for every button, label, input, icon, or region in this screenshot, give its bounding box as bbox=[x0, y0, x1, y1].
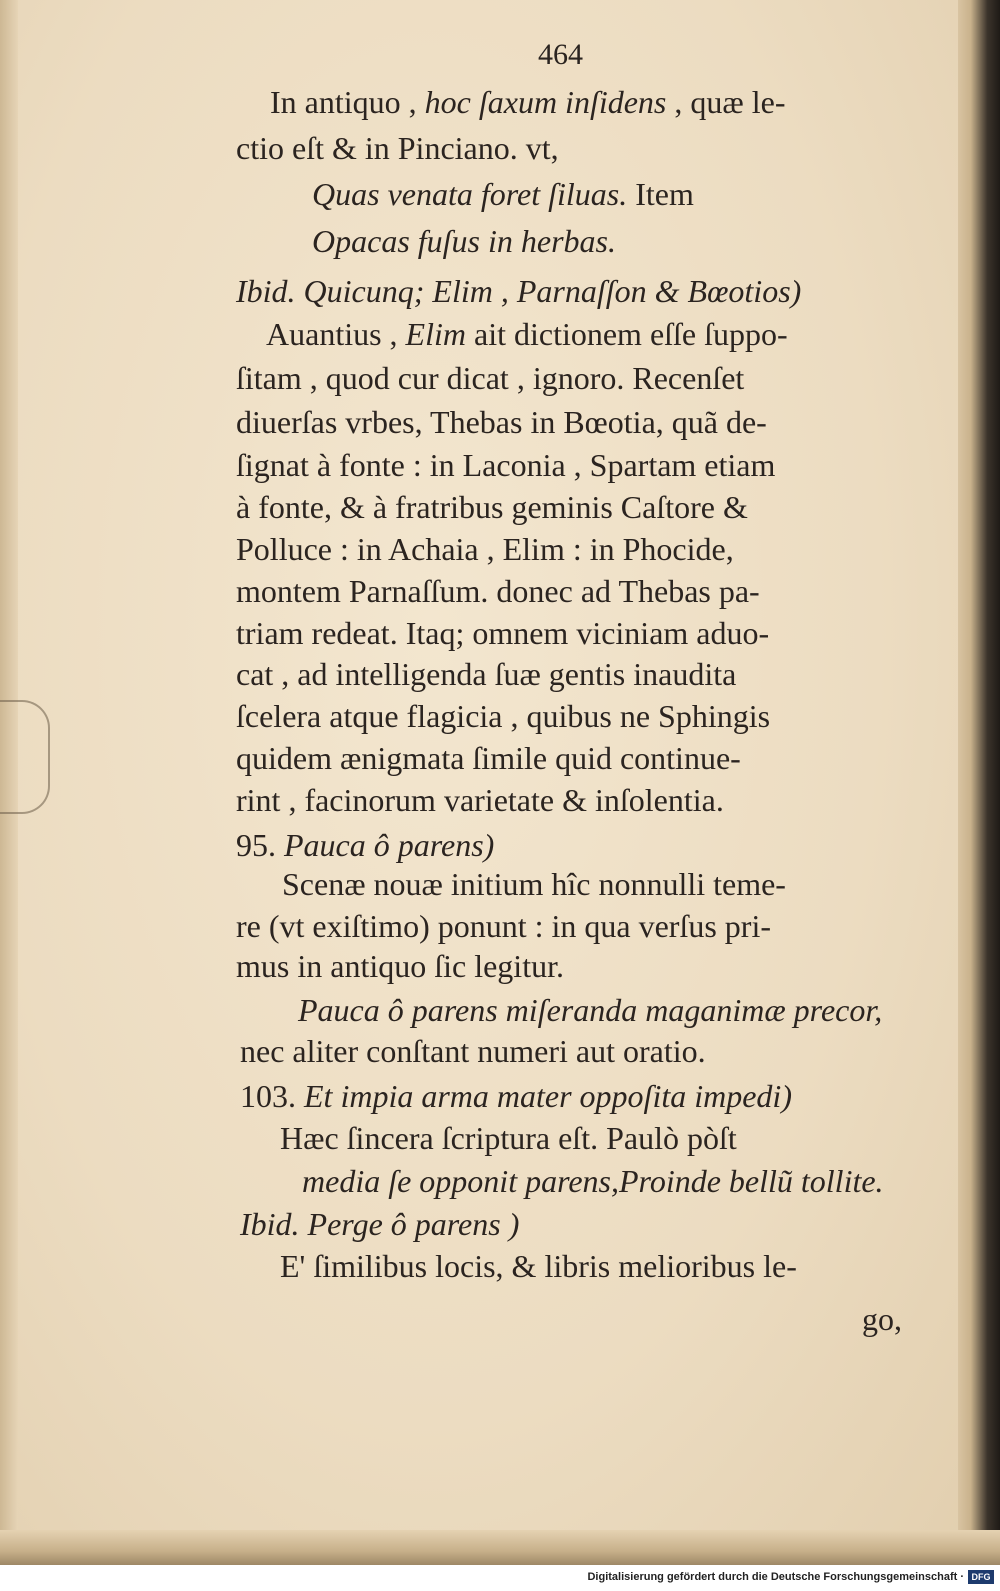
text-line bbox=[236, 742, 741, 774]
italic-segment: Ibid. Perge ô parens ) bbox=[240, 1206, 520, 1242]
roman-segment: montem Parnaſſum. donec ad Thebas pa- bbox=[236, 573, 760, 609]
text-line bbox=[236, 533, 734, 565]
italic-segment: Elim bbox=[405, 316, 466, 352]
page-number: 464 bbox=[538, 38, 583, 71]
roman-segment: ſitam , quod cur dicat , ignoro. Recenſet bbox=[236, 360, 745, 396]
text-line bbox=[240, 1035, 706, 1067]
roman-segment: ſignat à fonte : in Laconia , Spartam etiam bbox=[236, 447, 776, 483]
text-line bbox=[236, 491, 748, 523]
text-line bbox=[312, 178, 694, 210]
text-line bbox=[280, 1250, 797, 1282]
italic-segment: Et impia arma mater oppoſita impedi) bbox=[304, 1078, 792, 1114]
text-line bbox=[302, 1165, 884, 1197]
roman-segment: E' ſimilibus locis, & libris melioribus le- bbox=[280, 1248, 797, 1284]
text-line bbox=[236, 829, 494, 861]
roman-segment: ait dictionem eſſe ſuppo- bbox=[465, 316, 788, 352]
text-line bbox=[236, 658, 736, 690]
roman-segment: triam redeat. Itaq; omnem viciniam aduo- bbox=[236, 615, 770, 651]
footer-credit: Digitalisierung gefördert durch die Deutsche Forschungsgemeinschaft · bbox=[587, 1571, 964, 1583]
roman-segment: In antiquo , bbox=[270, 84, 425, 120]
roman-segment: à fonte, & à fratribus geminis Caſtore & bbox=[236, 489, 748, 525]
roman-segment: Scenæ nouæ initium hîc nonnulli teme- bbox=[282, 866, 786, 902]
roman-segment: ſcelera atque flagicia , quibus ne Sphingis bbox=[236, 698, 771, 734]
text-line bbox=[280, 1122, 737, 1154]
italic-segment: Ibid. Quicunq; Elim , Parnaſſon & Bœotios) bbox=[236, 273, 802, 309]
text-line bbox=[270, 86, 785, 118]
roman-segment: quidem ænigmata ſimile quid continue- bbox=[236, 740, 741, 776]
text-line bbox=[236, 575, 760, 607]
text-line bbox=[236, 784, 724, 816]
footer-bar bbox=[0, 1565, 1000, 1591]
text-line bbox=[236, 950, 564, 982]
text-line bbox=[236, 449, 775, 481]
roman-segment: ctio eſt & in Pinciano. vt, bbox=[236, 130, 559, 166]
text-line bbox=[240, 1208, 519, 1240]
text-line bbox=[298, 994, 882, 1026]
text-line bbox=[236, 275, 801, 307]
dfg-logo: DFG bbox=[968, 1570, 994, 1584]
roman-segment: Item bbox=[627, 176, 694, 212]
italic-segment: media ſe opponit parens,Proinde bellũ tollite. bbox=[302, 1163, 884, 1199]
roman-segment: Auantius , bbox=[266, 316, 406, 352]
page-fore-edge bbox=[958, 0, 1000, 1565]
italic-segment: hoc ſaxum inſidens bbox=[424, 84, 667, 120]
roman-segment: mus in antiquo ſic legitur. bbox=[236, 948, 564, 984]
roman-segment: re (vt exiſtimo) ponunt : in qua verſus pri- bbox=[236, 908, 771, 944]
roman-segment: Hæc ſincera ſcriptura eſt. Paulò pòſt bbox=[280, 1120, 737, 1156]
roman-segment: cat , ad intelligenda ſuæ gentis inaudita bbox=[236, 656, 737, 692]
text-line bbox=[862, 1303, 902, 1335]
roman-segment: go, bbox=[862, 1301, 902, 1337]
text-line bbox=[312, 225, 616, 257]
italic-segment: Opacas fuſus in herbas. bbox=[312, 223, 616, 259]
text-line bbox=[236, 362, 744, 394]
text-line bbox=[236, 132, 559, 164]
roman-segment: 103. bbox=[240, 1078, 304, 1114]
page-bottom-edge bbox=[0, 1530, 1000, 1565]
italic-segment: Pauca ô parens) bbox=[284, 827, 495, 863]
roman-segment: Polluce : in Achaia , Elim : in Phocide, bbox=[236, 531, 734, 567]
roman-segment: diuerſas vrbes, Thebas in Bœotia, quã de- bbox=[236, 404, 767, 440]
text-line bbox=[236, 406, 767, 438]
text-line bbox=[266, 318, 788, 350]
text-line bbox=[236, 700, 770, 732]
roman-segment: 95. bbox=[236, 827, 284, 863]
tab-mark-shape bbox=[0, 700, 50, 814]
text-line bbox=[282, 868, 786, 900]
roman-segment: , quæ le- bbox=[666, 84, 786, 120]
text-line bbox=[236, 617, 769, 649]
italic-segment: Pauca ô parens miſeranda maganimæ precor, bbox=[298, 992, 883, 1028]
italic-segment: Quas venata foret ſiluas. bbox=[312, 176, 628, 212]
text-line bbox=[240, 1080, 792, 1112]
text-line bbox=[236, 910, 771, 942]
roman-segment: rint , facinorum varietate & inſolentia. bbox=[236, 782, 724, 818]
roman-segment: nec aliter conſtant numeri aut oratio. bbox=[240, 1033, 706, 1069]
